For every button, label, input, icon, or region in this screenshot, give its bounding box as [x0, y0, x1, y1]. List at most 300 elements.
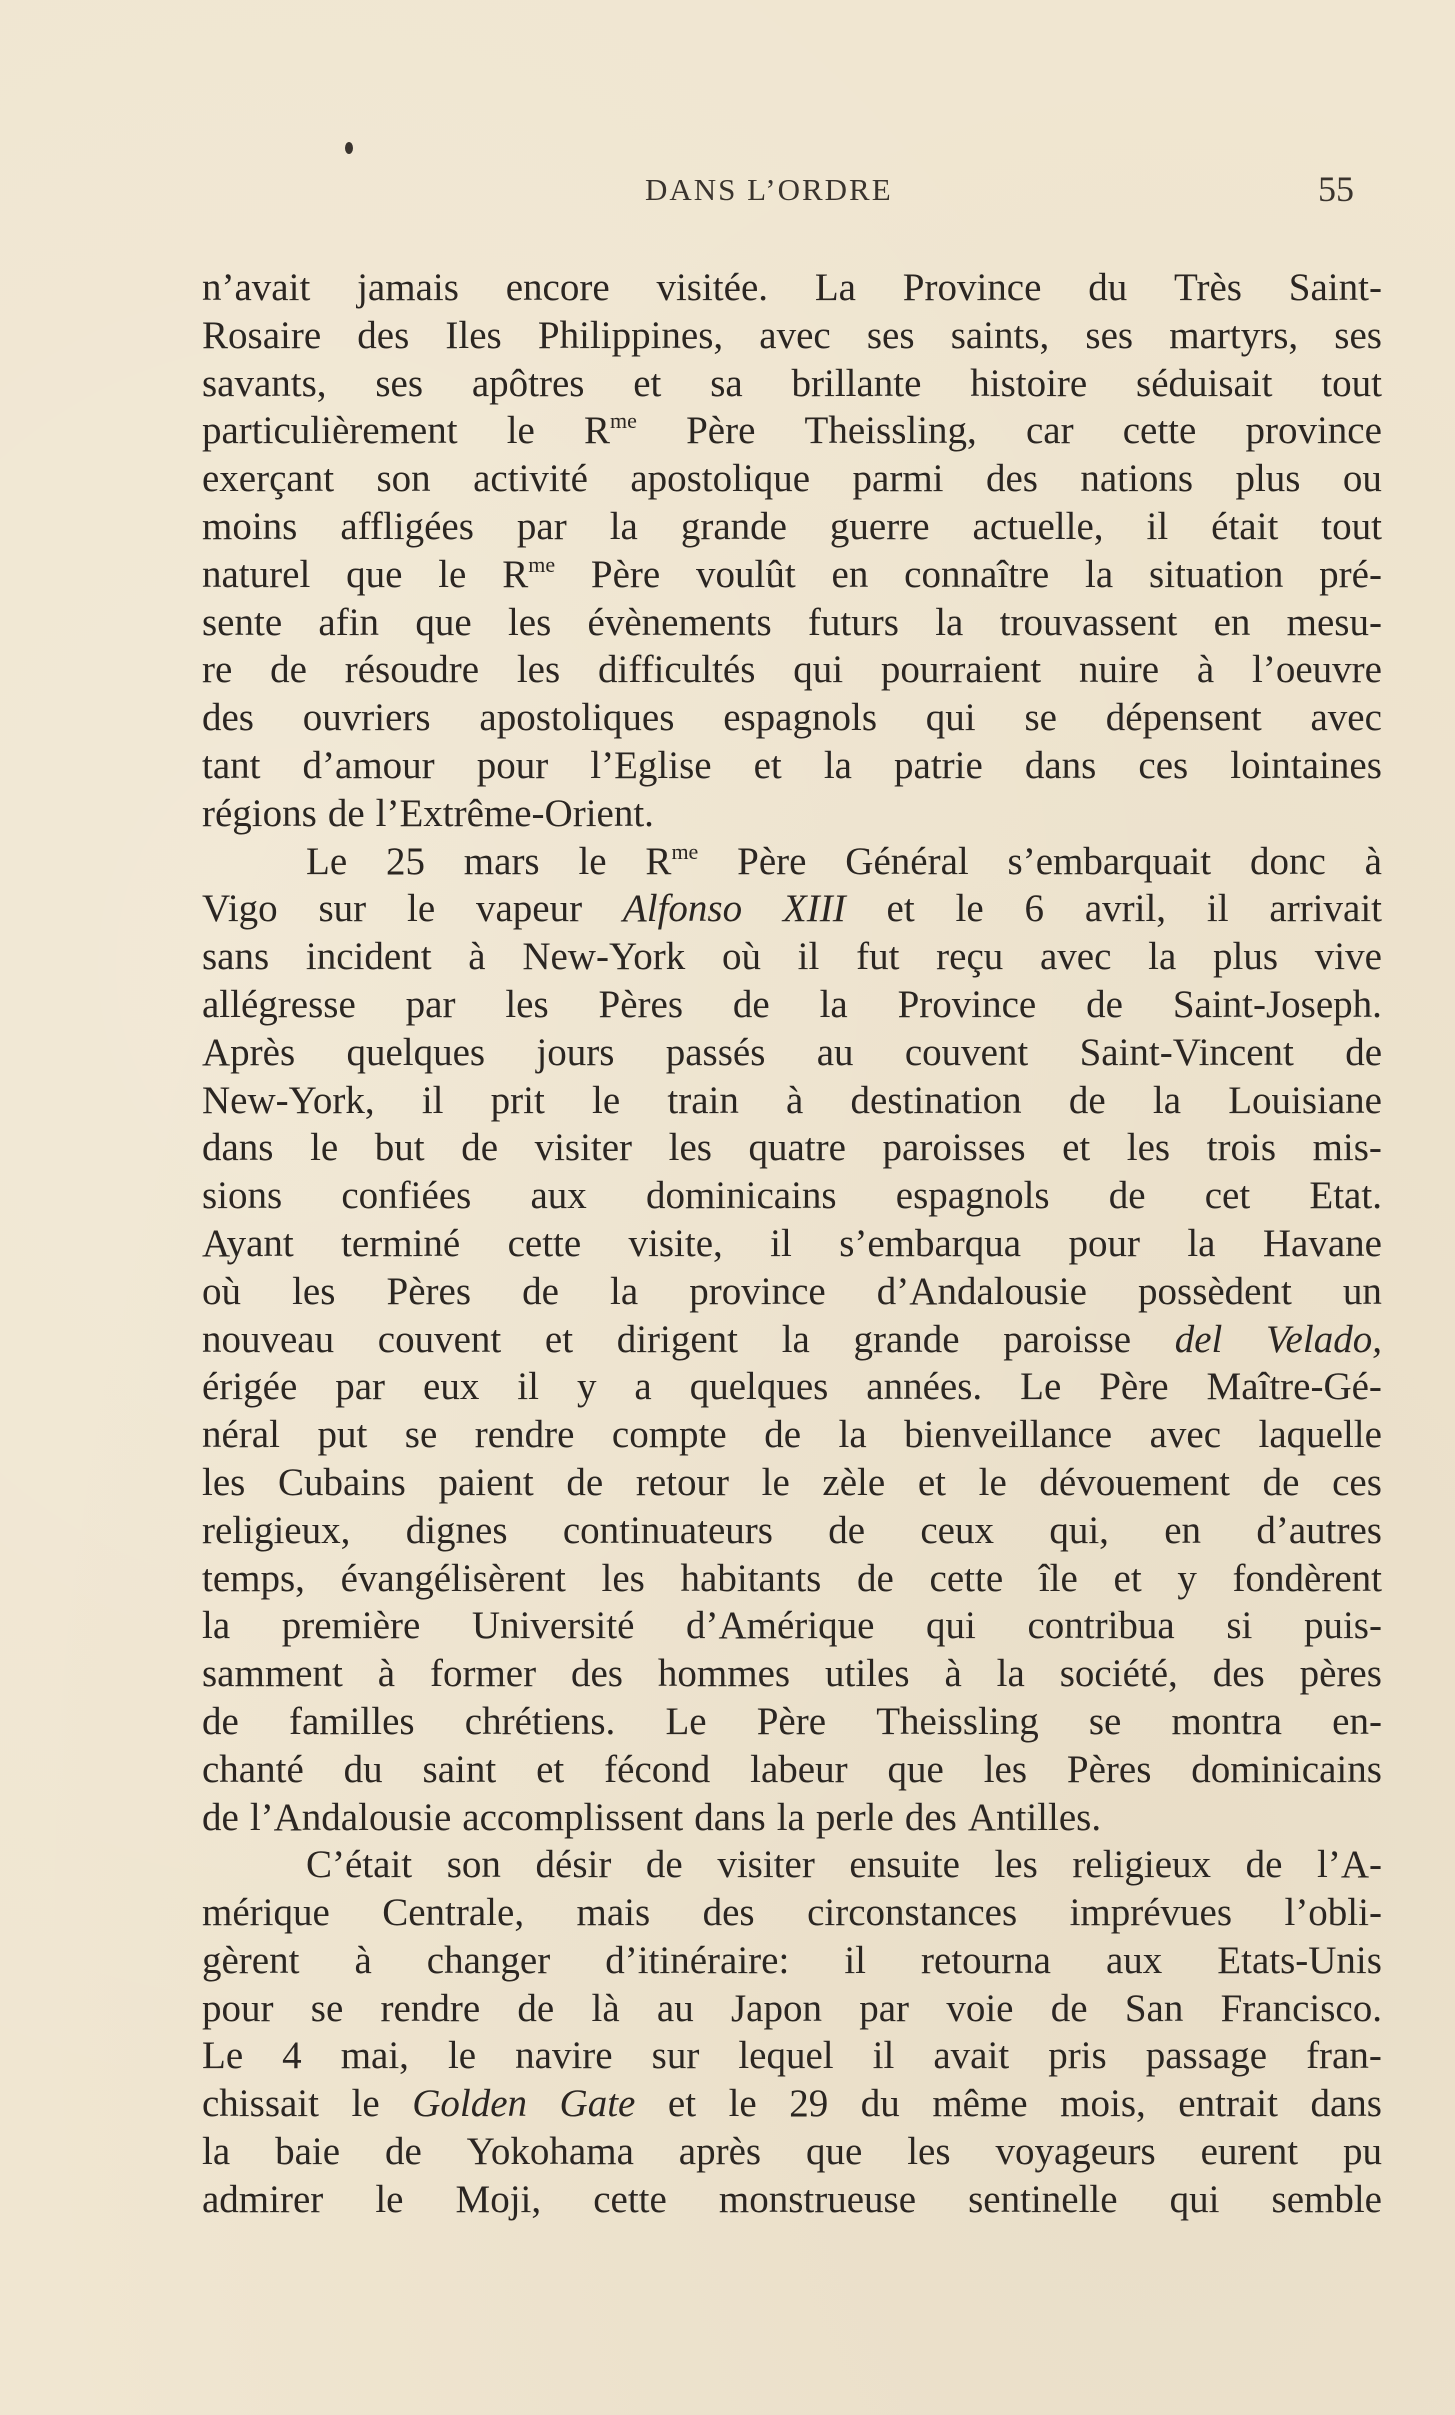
word: Province — [897, 982, 1037, 1026]
word: paroisse — [1003, 1317, 1132, 1361]
word: contribua — [1027, 1604, 1175, 1648]
word: et — [536, 1747, 565, 1791]
word: nations — [1080, 457, 1194, 501]
word: espagnols — [895, 1174, 1050, 1218]
word: cette — [507, 1221, 582, 1265]
word: Antilles. — [967, 1795, 1102, 1839]
word-base: R — [584, 409, 611, 453]
word: en — [1164, 1508, 1202, 1552]
word: de — [1108, 1174, 1146, 1218]
word: Etats-Unis — [1217, 1938, 1382, 1982]
word: néral — [202, 1413, 280, 1457]
word: évènements — [587, 600, 772, 644]
word: voie — [946, 1986, 1014, 2030]
word: Philippines, — [537, 313, 724, 357]
word: dignes — [405, 1508, 508, 1552]
text-line — [202, 646, 1382, 694]
word: se — [310, 1986, 344, 2030]
word: eurent — [1200, 2130, 1299, 2174]
word: apôtres — [471, 361, 585, 405]
word: d’itinéraire: — [605, 1938, 790, 1982]
text-line — [202, 1889, 1382, 1937]
word: guerre — [829, 504, 930, 548]
word: Saint- — [1288, 266, 1382, 309]
word: l’Eglise — [590, 743, 712, 787]
word: son — [376, 457, 431, 501]
text-line — [202, 503, 1382, 551]
word: il — [1206, 887, 1229, 931]
word: zèle — [822, 1460, 886, 1504]
word: C’était — [306, 1843, 413, 1887]
word: années. — [866, 1365, 983, 1409]
word: à — [1196, 648, 1215, 692]
word: utiles — [825, 1652, 910, 1696]
word: dans — [1024, 743, 1097, 787]
word: de — [764, 1413, 802, 1457]
text-line — [202, 2176, 1382, 2224]
word: avait — [933, 2034, 1010, 2078]
word: en — [1213, 600, 1251, 644]
word: il — [421, 1078, 444, 1122]
word: navire — [515, 2034, 613, 2078]
word: Père — [686, 409, 756, 453]
text-line — [202, 1985, 1382, 2033]
text-line — [202, 933, 1382, 981]
word: jamais — [357, 266, 459, 309]
text-line — [202, 742, 1382, 790]
word-base: R — [502, 552, 529, 596]
word: à — [354, 1938, 372, 1982]
word: activité — [473, 457, 588, 501]
word: ceux — [920, 1508, 994, 1552]
text-line — [202, 264, 1382, 312]
word: du — [343, 1747, 383, 1791]
word: ces — [1332, 1460, 1382, 1504]
word: eux — [423, 1365, 480, 1409]
word: voulût — [696, 552, 796, 596]
word: se — [404, 1413, 438, 1457]
word: allégresse — [202, 982, 356, 1026]
word: les — [994, 1843, 1038, 1887]
word: le — [578, 839, 607, 883]
word: grande — [680, 504, 787, 548]
word: a — [634, 1365, 652, 1409]
word: le — [407, 887, 436, 931]
word: Père — [1099, 1365, 1169, 1409]
word: après — [678, 2130, 762, 2174]
word: au — [816, 1030, 854, 1074]
word: chissait — [202, 2082, 319, 2126]
word: le — [438, 552, 467, 596]
word: Ayant — [202, 1221, 294, 1265]
word: il — [1146, 504, 1169, 548]
word: province — [689, 1269, 826, 1313]
word: samment — [202, 1652, 343, 1696]
word: de — [1050, 1986, 1088, 2030]
word: fran- — [1306, 2034, 1382, 2078]
word: mérique — [202, 1891, 330, 1935]
word: cette — [929, 1556, 1004, 1600]
word: visiter — [534, 1126, 633, 1170]
word: à — [786, 1078, 804, 1122]
word: Saint-Joseph. — [1172, 982, 1382, 1026]
word: et — [1113, 1556, 1142, 1600]
word: séduisait — [1136, 361, 1273, 405]
word: couvent — [904, 1030, 1029, 1074]
text-line — [202, 1746, 1382, 1794]
text-line — [202, 1555, 1382, 1603]
word — [412, 2080, 527, 2128]
word: au — [656, 1986, 694, 2030]
word: changer — [426, 1938, 551, 1982]
word: et — [886, 887, 915, 931]
word: Moji, — [455, 2177, 542, 2221]
word: pour — [1068, 1221, 1140, 1265]
word: Louisiane — [1228, 1078, 1382, 1122]
word: à — [377, 1652, 396, 1696]
word: religieux, — [202, 1508, 351, 1552]
word: gèrent — [202, 1938, 300, 1982]
word: Cubains — [277, 1460, 406, 1504]
word: de — [270, 648, 307, 692]
word: particulièrement — [202, 409, 458, 453]
word: retour — [635, 1460, 729, 1504]
text-line — [202, 1507, 1382, 1555]
word: ouvriers — [302, 696, 431, 740]
text-line — [202, 312, 1382, 360]
word: Iles — [445, 313, 502, 357]
word: la — [609, 504, 638, 548]
word: aux — [530, 1174, 587, 1218]
word: résoudre — [344, 648, 480, 692]
word: les — [668, 1126, 712, 1170]
superscript: me — [671, 838, 699, 864]
word: il — [517, 1365, 539, 1409]
word — [584, 407, 637, 455]
word: mais — [576, 1891, 651, 1935]
word: connaître — [904, 552, 1050, 596]
word: des — [904, 1795, 957, 1839]
word: se — [1088, 1699, 1122, 1743]
word: des — [357, 313, 410, 357]
word: sente — [202, 600, 283, 644]
text-line — [202, 1077, 1382, 1125]
word: entrait — [1178, 2082, 1278, 2126]
word: ces — [1138, 743, 1189, 787]
word: que — [887, 1747, 944, 1791]
word: donc — [1249, 839, 1326, 883]
word: d’Amérique — [685, 1604, 875, 1648]
word: à — [468, 935, 486, 979]
word: la — [819, 982, 848, 1026]
word: des — [1212, 1652, 1265, 1696]
word: ensuite — [849, 1843, 960, 1887]
word: Yokohama — [466, 2130, 634, 2174]
word: de — [566, 1460, 604, 1504]
word: vive — [1314, 935, 1382, 979]
word: des — [702, 1891, 755, 1935]
word: de — [1345, 1030, 1382, 1074]
word: paroisses — [882, 1126, 1026, 1170]
word: car — [1025, 409, 1074, 453]
superscript: me — [528, 551, 556, 577]
word: pères — [1299, 1652, 1382, 1696]
word: cette — [1122, 409, 1197, 453]
word: exerçant — [202, 457, 335, 501]
word: put — [317, 1413, 368, 1457]
word: son — [446, 1843, 501, 1887]
word: qui — [925, 696, 976, 740]
word: avec — [759, 313, 831, 357]
word: la — [610, 1269, 639, 1313]
word: baie — [275, 2130, 341, 2174]
word: moins — [202, 504, 298, 548]
word: lequel — [738, 2034, 834, 2078]
word — [1175, 1316, 1223, 1364]
word: de — [384, 2130, 422, 2174]
word: le — [955, 887, 984, 931]
word: de — [828, 1508, 866, 1552]
word: Pères — [386, 1269, 471, 1313]
ink-speck — [345, 142, 353, 154]
text-line — [202, 1124, 1382, 1172]
text-line — [202, 1698, 1382, 1746]
word — [783, 885, 846, 933]
word: rendre — [474, 1413, 575, 1457]
word: l’Andalousie — [249, 1795, 452, 1839]
text-line — [202, 1937, 1382, 1985]
word: par — [516, 504, 567, 548]
word: l’oeuvre — [1252, 648, 1382, 692]
word: se — [1024, 696, 1057, 740]
word: y — [1177, 1556, 1197, 1600]
word: l’Extrême-Orient. — [375, 791, 654, 835]
word: dans — [202, 1126, 274, 1170]
word: dans — [1310, 2082, 1382, 2126]
word: patrie — [894, 743, 983, 787]
word — [560, 2080, 636, 2128]
word: si — [1226, 1604, 1253, 1648]
text-line — [202, 1602, 1382, 1650]
word: le — [506, 409, 535, 453]
word: chanté — [202, 1747, 304, 1791]
text-line — [202, 599, 1382, 647]
word: sa — [710, 361, 743, 405]
word: visitée. — [656, 266, 769, 309]
word: encore — [505, 266, 610, 309]
word: mois, — [1060, 2082, 1146, 2126]
word: les — [516, 648, 561, 692]
word: Vigo — [202, 887, 278, 931]
word: habitants — [680, 1556, 822, 1600]
word: où — [721, 935, 761, 979]
word: sans — [202, 935, 270, 979]
word: destination — [850, 1078, 1022, 1122]
word: le — [978, 1460, 1007, 1504]
word: évangélisèrent — [340, 1556, 566, 1600]
word: de — [1245, 1843, 1283, 1887]
word: perle — [815, 1795, 894, 1839]
word: Theissling — [876, 1699, 1039, 1743]
word: ses — [1085, 313, 1134, 357]
word: possèdent — [1138, 1269, 1292, 1313]
word: voyageurs — [995, 2130, 1156, 2174]
word: les — [292, 1269, 336, 1313]
italic-word: Golden — [412, 2082, 528, 2126]
word: fut — [856, 935, 900, 979]
text-line — [202, 838, 1382, 886]
word: d’autres — [1256, 1508, 1382, 1552]
word: de — [202, 1795, 239, 1839]
word: arrivait — [1269, 887, 1382, 931]
word: érigée — [202, 1365, 298, 1409]
word: par — [859, 1986, 910, 2030]
word: Province — [902, 266, 1042, 309]
word: fondèrent — [1232, 1556, 1382, 1600]
text-line — [202, 885, 1382, 933]
word: 4 — [282, 2034, 302, 2078]
word: paient — [438, 1460, 534, 1504]
word: dans — [694, 1795, 766, 1839]
word: New-York, — [202, 1078, 375, 1122]
word: ses — [866, 313, 915, 357]
word: avril, — [1084, 887, 1167, 931]
word: pourraient — [880, 648, 1042, 692]
word: d’amour — [302, 743, 435, 787]
word: ses — [375, 361, 424, 405]
text-line — [202, 981, 1382, 1029]
italic-word: Alfonso — [622, 887, 743, 931]
word — [623, 885, 742, 933]
word: de — [522, 1269, 559, 1313]
word: passage — [1145, 2034, 1268, 2078]
word: retourna — [921, 1938, 1051, 1982]
word: fécond — [604, 1747, 711, 1791]
text-line — [202, 360, 1382, 408]
text-line — [202, 1650, 1382, 1698]
text-line — [202, 694, 1382, 742]
word: Université — [471, 1604, 635, 1648]
word: de — [1262, 1460, 1300, 1504]
word: la — [1152, 1078, 1182, 1122]
word: mai, — [340, 2034, 409, 2078]
word: la — [838, 1413, 867, 1457]
word: à — [944, 1652, 962, 1696]
word: naturel — [202, 552, 311, 596]
word: Centrale, — [382, 1891, 525, 1935]
word: île — [1038, 1556, 1078, 1600]
word: première — [281, 1604, 421, 1648]
word: les — [983, 1747, 1028, 1791]
word: cet — [1204, 1174, 1251, 1218]
word: les — [202, 1460, 246, 1504]
word: les — [1126, 1126, 1171, 1170]
word: il — [770, 1221, 792, 1265]
word: la — [996, 1652, 1025, 1696]
word-base: R — [645, 839, 672, 883]
word: mis- — [1312, 1126, 1382, 1170]
word: la — [823, 743, 852, 787]
word: mesu- — [1286, 600, 1382, 644]
word: 29 — [789, 2082, 829, 2126]
word: compte — [611, 1413, 727, 1457]
word: la — [202, 2130, 231, 2174]
word: puis- — [1303, 1604, 1382, 1648]
word: circonstances — [807, 1891, 1018, 1935]
word: tout — [1321, 361, 1382, 405]
word: religieux — [1072, 1843, 1212, 1887]
word: le — [761, 1460, 790, 1504]
word: hommes — [657, 1652, 791, 1696]
word: rendre — [380, 1986, 481, 2030]
word: sions — [202, 1174, 283, 1218]
word: Père — [590, 552, 661, 596]
word: incident — [305, 935, 432, 979]
text-line — [202, 2080, 1382, 2128]
word: terminé — [341, 1221, 461, 1265]
word: confiées — [341, 1174, 472, 1218]
word: tout — [1321, 504, 1382, 548]
word: labeur — [750, 1747, 848, 1791]
word: le — [351, 2082, 380, 2126]
word: apostoliques — [479, 696, 675, 740]
text-line — [202, 455, 1382, 503]
word: passés — [665, 1030, 766, 1074]
word: lointaines — [1230, 743, 1382, 787]
italic-word: XIII — [782, 887, 846, 931]
word: que — [346, 552, 403, 596]
word: saint — [422, 1747, 497, 1791]
word: Le — [1020, 1365, 1062, 1409]
word: et — [1062, 1126, 1091, 1170]
word: le — [728, 2082, 757, 2126]
word: chrétiens. — [464, 1699, 616, 1743]
word: du — [1088, 266, 1128, 309]
word: continuateurs — [562, 1508, 773, 1552]
word: plus — [1213, 935, 1279, 979]
word: de — [1068, 1078, 1106, 1122]
word: Après — [202, 1030, 296, 1074]
text-line — [202, 1459, 1382, 1507]
word: Francisco. — [1220, 1986, 1382, 2030]
word: quelques — [346, 1030, 486, 1074]
text-line — [202, 407, 1382, 455]
word: admirer — [202, 2177, 324, 2221]
word: histoire — [970, 361, 1088, 405]
word: trouvassent — [999, 600, 1178, 644]
text-line — [202, 1029, 1382, 1077]
word: dominicains — [645, 1174, 837, 1218]
word: reçu — [936, 935, 1004, 979]
italic-word: Gate — [559, 2082, 636, 2126]
word: de — [327, 791, 365, 835]
word: qui — [1169, 2177, 1220, 2221]
word: société, — [1059, 1652, 1178, 1696]
text-line — [202, 1268, 1382, 1316]
word: vapeur — [475, 887, 583, 931]
word: de — [732, 982, 770, 1026]
word: Pères — [598, 982, 684, 1026]
word: pu — [1343, 2130, 1382, 2174]
word: laquelle — [1258, 1413, 1382, 1457]
word: martyrs, — [1169, 313, 1299, 357]
word: visiter — [717, 1843, 815, 1887]
text-line — [202, 1794, 1382, 1842]
word: Très — [1174, 266, 1242, 309]
word: espagnols — [723, 696, 877, 740]
word: que — [415, 600, 472, 644]
word: saints, — [950, 313, 1050, 357]
